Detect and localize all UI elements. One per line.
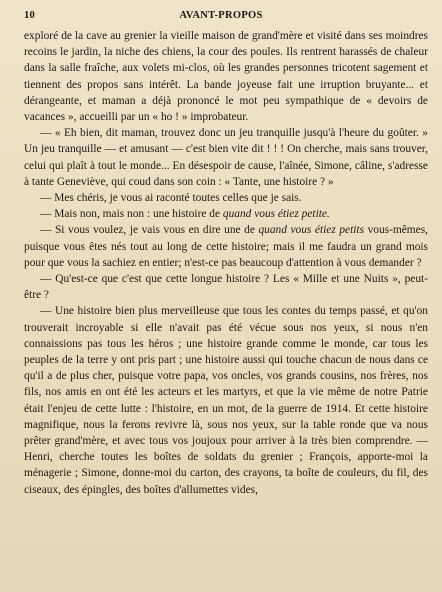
paragraph: — Si vous voulez, je vais vous en dire une de quand vous étiez petits vous-mêmes, puisque vous êtes nés tout au long de cette histoire; mais il me faudra un grand mois pour que vous la sachiez en entier; n'est-ce pas beaucoup d'attention à vous demander ? bbox=[24, 224, 428, 269]
running-title: AVANT-PROPOS bbox=[179, 10, 263, 21]
paragraph: — Qu'est-ce que c'est que cette longue histoire ? Les « Mille et une Nuits », peut-être ? bbox=[24, 273, 428, 302]
paragraph: — Une histoire bien plus merveilleuse que tous les contes du temps passé, et qu'on trouverait incroyable si elle n'avait pas été vécue sous nos yeux, si nous n'en connaissions pas tous les héros ; une histoire grande comme le monde, car tous les peuples de la terre y ont pris part ; une histoire aussi qui touche chacun de nous dans ce qu'il a de plus cher, puisque votre papa, vos oncles, vos grands cousins, nos frères, nos fils, nos amis en ont été les acteurs et les martyrs, et que la vie même de notre Patrie était l'enjeu de cette lutte : l'histoire, en un mot, de la guerre de 1914. Et cette histoire magnifique, nous la ferons revivre là, sous nos yeux, sur la table ronde que va nous prêter grand'mère, et avec tous vos joujoux pour arriver à la très bien comprendre. — Henri, cherche toutes les boîtes de soldats du grenier ; François, apporte-moi la ménagerie ; Simone, donne-moi du carton, des crayons, ta boîte de couleurs, du fil, des ciseaux, des épingles, des boîtes d'allumettes vides, bbox=[24, 305, 428, 496]
running-header bbox=[24, 10, 428, 24]
paragraph: exploré de la cave au grenier la vieille maison de grand'mère et visité dans ses moindres recoins le jardin, la niche des chiens, la cour des poules. Ils rentrent harassés de chaleur dans la salle fraîche, aux volets mi-clos, où les grandes personnes tricotent sagement et tiennent des propos sans intérêt. La bande joyeuse fait une irruption bruyante... et dérangeante, et maman a déjà prononcé le mot peu sympathique de « devoirs de vacances », accueilli par un « ho ! » improbateur. bbox=[24, 30, 428, 124]
page-number: 10 bbox=[24, 10, 36, 21]
paragraph: — Mes chéris, je vous ai raconté toutes celles que je sais. bbox=[40, 192, 302, 205]
body-text bbox=[24, 28, 428, 498]
paragraph: — Mais non, mais non : une histoire de quand vous étiez petite. bbox=[40, 208, 330, 221]
paragraph: — « Eh bien, dit maman, trouvez donc un jeu tranquille jusqu'à l'heure du goûter. » Un jeu tranquille — et amusant — c'est bien vite dit ! ! ! On cherche, mais sans trouver, celui qui plaît à tout le monde... En désespoir de cause, l'aînée, Simone, câline, s'adresse à tante Geneviève, qui coud dans son coin : « Tante, une histoire ? » bbox=[24, 127, 428, 188]
